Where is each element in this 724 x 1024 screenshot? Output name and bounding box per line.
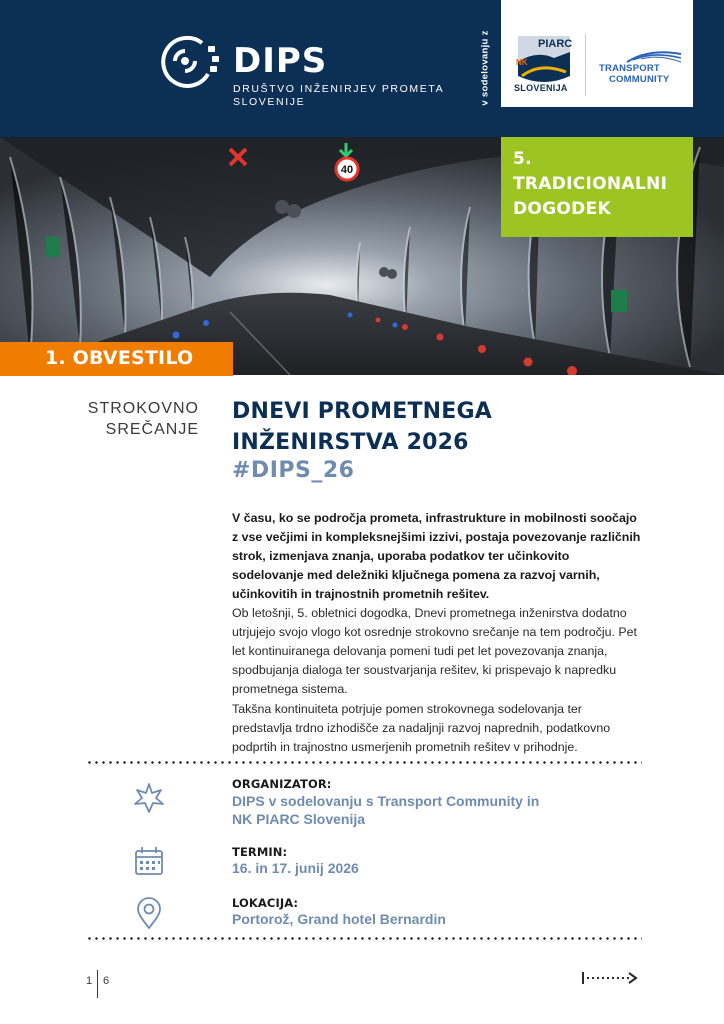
speed-limit-sign-icon — [336, 158, 358, 180]
event-kicker: STROKOVNO SREČANJE — [87, 400, 199, 438]
location-pin-icon — [131, 895, 167, 931]
event-hashtag: #DIPS_26 — [232, 458, 355, 483]
dotted-divider-top — [86, 761, 642, 764]
piarc-country-label: SLOVENIJA — [514, 83, 568, 93]
tc-label-line2: COMMUNITY — [609, 74, 670, 85]
dips-logo-icon — [158, 34, 220, 88]
partner-logos — [501, 0, 693, 107]
event-title: DNEVI PROMETNEGA INŽENIRSTVA 2026 — [232, 399, 492, 455]
starburst-icon — [131, 780, 167, 816]
tc-label-line1: TRANSPORT — [599, 63, 660, 74]
page-number-separator — [97, 970, 98, 998]
date-value: 16. in 17. junij 2026 — [232, 860, 359, 876]
organizer-value: DIPS v sodelovanju s Transport Community in NK PIARC Slovenija — [232, 793, 540, 827]
partner-divider — [585, 34, 586, 96]
body-paragraph-1: Ob letošnji, 5. obletnici dogodka, Dnevi prometnega inženirstva dodatno utrjujejo svojo vlogo kot osrednje strokovno srečanje na tem področju. Pet let kontinuiranega delovanja pomeni tudi pet let povezovanja znanja, spodbujanja dialoga ter soustvarjanja rešitev, ki prispevajo k napredku prometnega sistema. — [232, 606, 637, 696]
svg-text:40: 40 — [340, 164, 354, 176]
body-paragraph-2: Takšna kontinuiteta potrjuje pomen strokovnega sodelovanja ter predstavlja trdno izhodišče za nadaljnji razvoj naprednih, podatkovno podprtih in trajnostno usmerjenih prometnih rešitev v prihodnje. — [232, 702, 611, 754]
page-number-current: 1 — [86, 975, 93, 987]
logo-title: DIPS — [233, 41, 328, 81]
next-page-arrow-icon[interactable] — [581, 971, 639, 985]
lead-paragraph: V času, ko se področja prometa, infrastrukture in mobilnosti soočajo z vse večjimi in kompleksnejšimi izzivi, postaja povezovanje različnih strok, izmenjava znanja, uporaba podatkov ter učinkovito sodelovanje med deležniki ključnega pomena za razvoj varnih, učinkovitih in trajnostnih prometnih rešitev. — [232, 511, 641, 601]
date-label: TERMIN: — [232, 845, 288, 859]
calendar-icon — [131, 843, 167, 879]
dotted-divider-bottom — [86, 937, 642, 940]
piarc-label: PIARC — [538, 38, 573, 50]
location-value: Portorož, Grand hotel Bernardin — [232, 911, 446, 927]
logo-subtitle: DRUŠTVO INŽENIRJEV PROMETA SLOVENIJE — [233, 83, 444, 108]
notice-tag: 1. OBVESTILO — [0, 342, 233, 376]
organizer-label: ORGANIZATOR: — [232, 777, 332, 791]
location-label: LOKACIJA: — [232, 896, 299, 910]
page-number-total: 6 — [103, 975, 110, 987]
event-edition-tag: 5. TRADICIONALNI DOGODEK — [501, 137, 693, 237]
piarc-nk-label: NK — [516, 58, 528, 67]
cooperation-label: v sodelovanju z — [479, 30, 491, 106]
